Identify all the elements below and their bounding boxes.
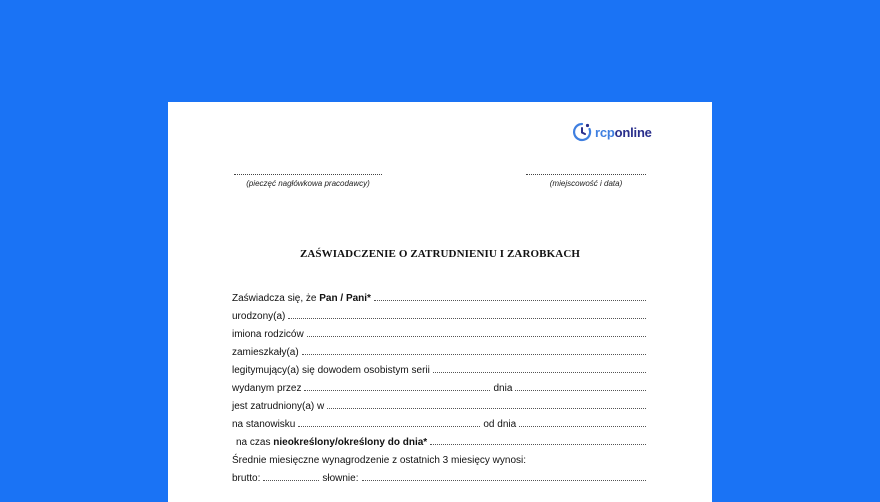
form-line-parents bbox=[232, 322, 646, 340]
in-words-dots bbox=[362, 479, 647, 481]
place-date-field bbox=[526, 174, 646, 195]
employed-label: jest zatrudniony(a) w bbox=[232, 401, 325, 412]
form-line-gross bbox=[232, 466, 646, 484]
gross-dots bbox=[263, 479, 319, 481]
form-line-born bbox=[232, 304, 646, 322]
document-title: ZAŚWIADCZENIE O ZATRUDNIENIU I ZAROBKACH bbox=[299, 248, 581, 260]
employer-stamp-field bbox=[234, 174, 382, 195]
form-line-position bbox=[232, 412, 646, 430]
id-dots bbox=[433, 371, 646, 373]
position-label: na stanowisku bbox=[232, 419, 296, 430]
period-bold: nieokreślony/określony do dnia* bbox=[273, 437, 428, 448]
issued-day-label: dnia bbox=[493, 383, 513, 394]
period-prefix: na czas bbox=[236, 437, 271, 448]
from-date-label: od dnia bbox=[483, 419, 517, 430]
parents-label: imiona rodziców bbox=[232, 329, 304, 340]
gross-label: brutto: bbox=[232, 473, 261, 484]
logo-text-rcp: rcp bbox=[595, 124, 615, 140]
salary-label: Średnie miesięczne wynagrodzenie z ostatnich 3 miesięcy wynosi: bbox=[232, 455, 527, 466]
position-dots bbox=[298, 425, 480, 427]
born-dots bbox=[288, 317, 646, 319]
logo-text-online: online bbox=[614, 124, 652, 140]
document-page bbox=[168, 102, 712, 502]
born-label: urodzony(a) bbox=[232, 311, 286, 322]
issued-dots bbox=[304, 389, 490, 391]
form-line-issued bbox=[232, 376, 646, 394]
issued-day-dots bbox=[515, 389, 646, 391]
employer-stamp-label: (pieczęć nagłówkowa pracodawcy) bbox=[246, 179, 370, 188]
form-line-period bbox=[236, 430, 646, 448]
clock-icon bbox=[572, 122, 592, 142]
person-bold: Pan / Pani* bbox=[319, 293, 371, 304]
id-label: legitymujący(a) się dowodem osobistym serii bbox=[232, 365, 430, 376]
from-date-dots bbox=[519, 425, 646, 427]
form-line-salary bbox=[232, 448, 646, 466]
in-words-label: słownie: bbox=[322, 473, 359, 484]
period-dots bbox=[430, 443, 646, 445]
address-dots bbox=[302, 353, 646, 355]
parents-dots bbox=[307, 335, 646, 337]
person-dots bbox=[374, 299, 646, 301]
person-prefix: Zaświadcza się, że bbox=[232, 293, 317, 304]
form-line-person bbox=[232, 286, 646, 304]
form-line-address bbox=[232, 340, 646, 358]
address-label: zamieszkały(a) bbox=[232, 347, 299, 358]
issued-label: wydanym przez bbox=[232, 383, 302, 394]
form-line-id bbox=[232, 358, 646, 376]
employed-dots bbox=[327, 407, 646, 409]
form-line-employed bbox=[232, 394, 646, 412]
rcponline-logo bbox=[572, 122, 652, 142]
place-date-label: (miejscowość i data) bbox=[549, 179, 623, 188]
